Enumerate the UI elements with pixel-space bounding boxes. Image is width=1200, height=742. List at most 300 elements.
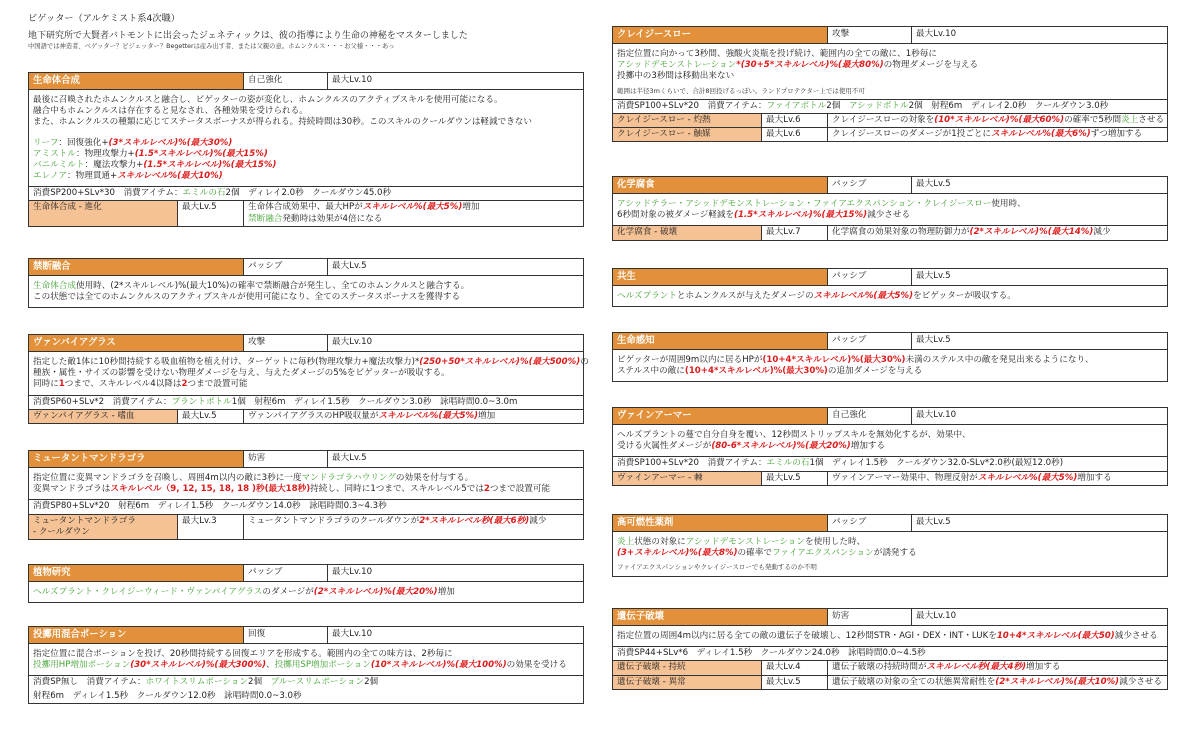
sub-skill-max-level: 最大Lv.5 bbox=[761, 676, 827, 689]
skill-box bbox=[28, 626, 584, 704]
skill-description bbox=[613, 44, 1167, 99]
effect-line bbox=[832, 677, 1163, 688]
description-line bbox=[33, 171, 579, 182]
value-highlight: (3+スキルレベル)%(最大8%) bbox=[617, 548, 738, 559]
text-run: つまで、スキルレベル4以降は bbox=[64, 379, 182, 390]
value-highlight: スキルレベル%(最大5%) bbox=[813, 291, 914, 301]
sub-skill-effect bbox=[827, 128, 1167, 141]
sub-skill-name-line: クレイジースロー - 触媒 bbox=[617, 129, 711, 140]
skill-max-level: 最大Lv.5 bbox=[911, 269, 1167, 285]
skill-name: 遺伝子破壊 bbox=[613, 609, 827, 625]
skill-description bbox=[29, 468, 583, 499]
text-run: 投擲中の3秒間は移動出来ない bbox=[617, 71, 735, 82]
skill-name: ミュータントマンドラゴラ bbox=[29, 451, 243, 467]
skill-cost-row bbox=[29, 395, 583, 409]
text-run: 消費SP80+SLv*20 射程6m ディレイ1.5秒 クールダウン14.0秒 詠唱時間0.3~4.3秒 bbox=[33, 501, 387, 512]
skill-max-level: 最大Lv.5 bbox=[327, 451, 583, 467]
description-line bbox=[33, 660, 579, 671]
skill-note: ファイアエクスパンションやクレイジースローでも発動するのか不明 bbox=[617, 563, 817, 572]
text-run: 減少させる bbox=[1119, 676, 1163, 687]
text-run: ビゲッターが周囲9m以内に居るHPが bbox=[617, 355, 763, 365]
effect-line bbox=[248, 516, 579, 527]
text-run: つまで設置可能 bbox=[489, 484, 551, 495]
skill-box bbox=[28, 450, 584, 540]
sub-skill-name-line: ヴァンパイアグラス - 嗜血 bbox=[33, 410, 135, 421]
value-highlight: 2*スキルレベル秒(最大6秒) bbox=[419, 515, 530, 526]
sub-skill-row bbox=[29, 514, 583, 539]
text-run: 6秒間対象の被ダメージ軽減を bbox=[617, 210, 735, 221]
skill-name: 禁断融合 bbox=[29, 259, 243, 275]
text-run: 指定位置に変異マンドラゴラを召喚し、周囲4m以内の敵に3秒に一度 bbox=[33, 473, 302, 483]
value-highlight: スキルレベル秒(最大4秒) bbox=[926, 662, 1027, 673]
description-line bbox=[33, 357, 589, 368]
skill-cost-row bbox=[29, 690, 583, 703]
class-note: 中国語では神造者、ベゲッター？ビジェッター？Begetterは産み出す者、または父親の意。ホムンクルス・・・お父様・・・あっ bbox=[28, 42, 395, 50]
text-run: 遺伝子破壊の対象の全ての状態異常耐性を bbox=[832, 676, 996, 687]
skill-max-level: 最大Lv.10 bbox=[911, 609, 1167, 625]
text-run: をビゲッターが吸収する。 bbox=[913, 291, 1016, 301]
skill-description bbox=[29, 582, 583, 602]
sub-skill-effect bbox=[827, 661, 1167, 674]
description-line bbox=[617, 441, 1163, 452]
value-highlight: (80-6*スキルレベル)%(最大20%) bbox=[711, 441, 851, 452]
effect-line bbox=[832, 115, 1163, 126]
skill-reference: 投擲用SP増加ポーション bbox=[274, 660, 371, 671]
text-run: 1個 ディレイ1.5秒 クールダウン32.0-SLv*2.0秒(最短12.0秒) bbox=[809, 458, 1064, 469]
text-run: 使用時、(2*スキルレベル)%(最大10%)の確率で禁断融合が発生し、全てのホムンクルスと融合する。 bbox=[75, 281, 470, 291]
effect-line bbox=[248, 214, 579, 225]
skill-description bbox=[613, 626, 1167, 646]
text-run: クレイジースローの対象を bbox=[832, 115, 935, 126]
description-line bbox=[617, 355, 1163, 366]
value-highlight: (30*スキルレベル)%(最大300%) bbox=[130, 660, 267, 671]
skill-reference: ファイアボトル bbox=[766, 100, 827, 111]
sub-skill-max-level: 最大Lv.4 bbox=[761, 661, 827, 674]
text-run: ：回復強化+ bbox=[58, 137, 109, 148]
text-run: 2個 射程6m ディレイ2.0秒 クールダウン3.0秒 bbox=[908, 100, 1109, 111]
sub-skill-max-level: 最大Lv.5 bbox=[177, 410, 243, 423]
value-highlight: (3*スキルレベル)%(最大30%) bbox=[108, 137, 233, 148]
text-run: 変異マンドラゴラは bbox=[33, 484, 111, 495]
skill-reference: バニルミルト bbox=[33, 159, 85, 170]
skill-box bbox=[28, 334, 589, 424]
text-run: とホムンクルスが与えたダメージの bbox=[676, 291, 814, 301]
value-highlight: スキルレベル（9, 12, 15, 18, 18 )秒(最大18秒) bbox=[110, 484, 311, 495]
description-line bbox=[33, 473, 579, 484]
text-run: 遺伝子破壊の持続時間が bbox=[832, 662, 927, 673]
skill-reference: リーフ bbox=[33, 137, 59, 148]
value-highlight: *(30+5*スキルレベル)%(最大80%) bbox=[736, 60, 884, 71]
description-line bbox=[33, 95, 579, 106]
sub-skill-name-line: 化学腐食 - 破壊 bbox=[617, 227, 678, 238]
skill-header bbox=[613, 609, 1167, 626]
description-line bbox=[617, 199, 1163, 210]
effect-line bbox=[832, 473, 1163, 484]
sub-skill-name bbox=[613, 676, 761, 689]
text-run: ステルス中の敵に bbox=[617, 366, 685, 377]
value-highlight: 1 bbox=[58, 379, 65, 390]
skill-reference: ヘルズプラント・クレイジーウィード・ヴァンパイアグラス bbox=[33, 587, 263, 597]
description-line bbox=[617, 210, 1163, 221]
skill-header bbox=[613, 515, 1167, 532]
description-line bbox=[33, 292, 579, 303]
value-highlight: (1.5*スキルレベル)%(最大15%) bbox=[134, 148, 268, 159]
text-run: ：物理貫通+ bbox=[67, 171, 118, 182]
skill-header bbox=[613, 269, 1167, 286]
text-run: 増加 bbox=[462, 202, 480, 213]
skill-header bbox=[29, 73, 583, 90]
text-run: この状態では全てのホムンクルスのアクティブスキルが使用可能になり、全てのステータスボーナスを獲得する bbox=[33, 292, 461, 303]
skill-cost-row bbox=[29, 499, 583, 513]
text-run: 指定位置に向かって3秒間、強酸火炎瓶を投げ続け、範囲内の全ての敵に、1秒毎に bbox=[617, 49, 937, 59]
skill-type: パッシブ bbox=[243, 565, 327, 581]
sub-skill-max-level: 最大Lv.5 bbox=[761, 472, 827, 485]
sub-skill-name bbox=[613, 226, 761, 239]
description-line bbox=[33, 149, 579, 160]
skill-reference: エミルの石 bbox=[766, 458, 810, 469]
skill-header bbox=[613, 408, 1167, 425]
text-run: 指定位置に混合ポーションを投げ、20秒間持続する回復エリアを形成する。範囲内の全ての味方は、2秒毎に bbox=[33, 649, 453, 659]
skill-reference: ヘルズプラント bbox=[617, 291, 677, 301]
skill-name: ヴァンパイアグラス bbox=[29, 335, 243, 351]
value-highlight: (250+50*スキルレベル)%(最大500%) bbox=[419, 357, 581, 367]
skill-max-level: 最大Lv.10 bbox=[327, 627, 583, 643]
text-run: 減少 bbox=[529, 515, 547, 526]
text-run: 指定した敵1体に10秒間持続する吸血植物を植え付け、ターゲットに毎秒(物理攻撃力+魔法攻撃力)* bbox=[33, 357, 420, 367]
sub-skill-row bbox=[29, 200, 583, 225]
description-line bbox=[33, 281, 579, 292]
description-line bbox=[33, 117, 579, 128]
skill-reference: マンドラゴラハウリング bbox=[301, 473, 396, 483]
sub-skill-name bbox=[29, 410, 177, 423]
text-run: ：物理攻撃力+ bbox=[75, 148, 135, 159]
skill-box bbox=[612, 176, 1168, 241]
skill-reference: 生命体合成 bbox=[33, 281, 76, 291]
class-description: 地下研究所で大賢者バトモントに出会ったジェネティックは、彼の指導により生命の神秘をマスターしました bbox=[28, 30, 468, 41]
effect-line bbox=[832, 129, 1163, 140]
value-highlight: (1.5*スキルレベル)%(最大15%) bbox=[734, 210, 868, 221]
class-title: ビゲッター（アルケミスト系4次職） bbox=[28, 13, 180, 24]
left-column bbox=[28, 0, 589, 701]
skill-type: 自己強化 bbox=[243, 73, 327, 89]
skill-type: パッシブ bbox=[827, 515, 911, 531]
value-highlight: (2*スキルレベル)%(最大20%) bbox=[313, 587, 438, 597]
sub-skill-max-level: 最大Lv.5 bbox=[177, 201, 243, 225]
sub-skill-effect bbox=[827, 226, 1167, 239]
skill-max-level: 最大Lv.5 bbox=[911, 177, 1167, 193]
skill-header bbox=[29, 627, 583, 644]
sub-skill-name bbox=[29, 515, 177, 539]
sub-skill-row bbox=[613, 675, 1167, 689]
value-highlight: (10*スキルレベル)%(最大60%) bbox=[934, 115, 1065, 126]
text-run: 消費SP60+SLv*2 消費アイテム： bbox=[33, 396, 172, 407]
sub-skill-name bbox=[29, 201, 177, 225]
text-run: 増加する bbox=[1077, 472, 1112, 483]
skill-name: 生命体合成 bbox=[29, 73, 243, 89]
text-run: 消費SP200+SLv*30 消費アイテム： bbox=[33, 188, 183, 199]
skill-type: 攻撃 bbox=[827, 27, 911, 43]
skill-description bbox=[29, 644, 583, 675]
value-highlight: スキルレベル%(最大5%) bbox=[977, 472, 1078, 483]
skill-box bbox=[612, 514, 1168, 577]
description-line bbox=[617, 49, 1163, 60]
skill-description bbox=[613, 532, 1167, 576]
sub-skill-name-line: クレイジースロー - 灼熱 bbox=[617, 115, 711, 126]
sub-skill-effect bbox=[827, 114, 1167, 127]
text-run: 射程6m ディレイ1.5秒 クールダウン12.0秒 詠唱時間0.0~3.0秒 bbox=[33, 690, 302, 701]
text-run: の bbox=[580, 357, 589, 367]
sub-skill-max-level: 最大Lv.3 bbox=[177, 515, 243, 539]
skill-max-level: 最大Lv.10 bbox=[327, 565, 583, 581]
description-line bbox=[617, 548, 1163, 559]
text-run: 化学腐食の効果対象の物理防御力が bbox=[832, 227, 970, 238]
skill-reference: 投擲用HP増加ポーション bbox=[33, 660, 131, 671]
skill-type: パッシブ bbox=[827, 269, 911, 285]
value-highlight: (1.5*スキルレベル)%(最大15%) bbox=[143, 159, 277, 170]
text-run: ：魔法攻撃力+ bbox=[84, 159, 144, 170]
text-run: 増加 bbox=[478, 410, 496, 421]
description-line bbox=[33, 160, 579, 171]
sub-skill-effect bbox=[827, 472, 1167, 485]
effect-line bbox=[248, 411, 579, 422]
sub-skill-row bbox=[613, 225, 1167, 239]
skill-box bbox=[28, 564, 584, 603]
skill-reference: ホワイトスリムポーション bbox=[145, 677, 249, 688]
text-run: 2個 bbox=[248, 677, 271, 688]
value-highlight: (2*スキルレベル)%(最大14%) bbox=[969, 227, 1094, 238]
skill-box bbox=[28, 258, 584, 308]
value-highlight: スキルレベル%(最大6%) bbox=[991, 129, 1091, 140]
skill-reference: 炎上 bbox=[1121, 115, 1139, 126]
text-run: 消費SP100+SLv*20 消費アイテム： bbox=[617, 458, 767, 469]
text-run: 、 bbox=[266, 660, 275, 671]
description-line bbox=[33, 379, 579, 390]
skill-reference: 禁断融合 bbox=[248, 213, 283, 224]
text-run: 融合中もホムンクルスは存在すると見なされ、各種効果を受けられる。 bbox=[33, 106, 308, 117]
skill-max-level: 最大Lv.10 bbox=[327, 73, 583, 89]
text-run: 2個 bbox=[826, 100, 849, 111]
skill-description bbox=[29, 352, 589, 395]
sub-skill-name bbox=[613, 114, 761, 127]
text-run: 消費SP44+SLv*6 ディレイ1.5秒 クールダウン24.0秒 詠唱時間0.0~4.5秒 bbox=[617, 648, 926, 659]
skill-name: 化学腐食 bbox=[613, 177, 827, 193]
skill-type: 妨害 bbox=[243, 451, 327, 467]
text-run: 増加 bbox=[437, 587, 455, 597]
sub-skill-effect bbox=[243, 515, 583, 539]
skill-reference: エレノア bbox=[33, 171, 68, 182]
sub-skill-row bbox=[613, 471, 1167, 485]
description-line bbox=[33, 649, 579, 660]
skill-reference: アシッドボトル bbox=[848, 100, 909, 111]
sub-skill-effect bbox=[827, 676, 1167, 689]
skill-name: ヴァインアーマー bbox=[613, 408, 827, 424]
value-highlight: (10+4*スキルレベル)%(最大30%) bbox=[762, 355, 906, 365]
skill-name: 植物研究 bbox=[29, 565, 243, 581]
text-run: の確率で bbox=[737, 548, 772, 559]
text-run: 消費SP100+SLv*20 消費アイテム： bbox=[617, 100, 767, 111]
sub-skill-name bbox=[613, 128, 761, 141]
text-run: 2個 ディレイ2.0秒 クールダウン45.0秒 bbox=[225, 188, 392, 199]
sub-skill-max-level: 最大Lv.6 bbox=[761, 128, 827, 141]
description-line bbox=[33, 484, 579, 495]
skill-type: 自己強化 bbox=[827, 408, 911, 424]
sub-skill-name-line: - クールダウン bbox=[33, 526, 90, 537]
text-run: 増加する bbox=[850, 441, 886, 452]
skill-reference: エミルの石 bbox=[182, 188, 226, 199]
skill-reference: 炎上 bbox=[617, 537, 635, 547]
skill-reference: アシッドデモンストレーション bbox=[617, 60, 737, 71]
skill-name: 高可燃性薬剤 bbox=[613, 515, 827, 531]
text-run: 2個 bbox=[364, 677, 379, 688]
text-run: の追加ダメージを与える bbox=[827, 366, 923, 377]
skill-reference: プラントボトル bbox=[171, 396, 232, 407]
text-run: 状態の対象に bbox=[634, 537, 686, 547]
skill-description bbox=[613, 194, 1167, 225]
skill-max-level: 最大Lv.10 bbox=[911, 27, 1167, 43]
sub-skill-row bbox=[29, 409, 583, 423]
text-run: 持続し、同時に1つまで、スキルレベル5では bbox=[310, 484, 484, 495]
value-highlight: (10+4*スキルレベル)%(最大30%) bbox=[684, 366, 828, 377]
description-line bbox=[33, 106, 579, 117]
value-highlight: 10+4*スキルレベル(最大50) bbox=[996, 631, 1115, 641]
skill-reference: アミストル bbox=[33, 148, 76, 159]
skill-max-level: 最大Lv.5 bbox=[327, 259, 583, 275]
class-intro bbox=[28, 0, 584, 73]
text-run: 種族・属性・サイズの影響を受けない物理ダメージを与え、与えたダメージの5%をビゲッターが吸収する。 bbox=[33, 368, 450, 379]
text-run: また、ホムンクルスの種類に応じてステータスボーナスが得られる。持続時間は30秒。このスキルのクールダウンは軽減できない bbox=[33, 117, 532, 128]
skill-type: パッシブ bbox=[827, 177, 911, 193]
text-run: の効果を受ける bbox=[506, 660, 567, 671]
skill-reference: ブルースリムポーション bbox=[270, 677, 365, 688]
text-run: が誘発する bbox=[873, 548, 917, 559]
text-run: つまで設置可能 bbox=[187, 379, 248, 390]
skill-name: 投擲用混合ポーション bbox=[29, 627, 243, 643]
skill-max-level: 最大Lv.10 bbox=[327, 335, 583, 351]
skill-reference: アシッドテラー・アシッドデモンストレーション・ファイアエクスパンション・クレイジースロー bbox=[617, 199, 992, 209]
skill-description bbox=[29, 90, 583, 186]
text-run: の効果を付与する。 bbox=[395, 473, 474, 483]
text-run: 指定位置の周囲4m以内に居る全ての敵の遺伝子を破壊し、12秒間STR・AGI・DEX・INT・LUKを bbox=[617, 631, 997, 641]
text-run: ヴァインアーマー効果中、物理反射が bbox=[832, 472, 978, 483]
skill-name: 共生 bbox=[613, 269, 827, 285]
effect-line bbox=[248, 202, 579, 213]
sub-skill-name bbox=[613, 472, 761, 485]
text-run: 増加する bbox=[1026, 662, 1061, 673]
description-line bbox=[33, 587, 579, 598]
skill-description bbox=[613, 286, 1167, 306]
description-line bbox=[617, 631, 1163, 642]
skill-header bbox=[613, 27, 1167, 44]
value-highlight: 2 bbox=[483, 484, 490, 495]
spacer bbox=[33, 129, 579, 138]
text-run: の物理ダメージを与える bbox=[883, 60, 979, 71]
skill-max-level: 最大Lv.10 bbox=[911, 408, 1167, 424]
value-highlight: (10*スキルレベル)%(最大100%) bbox=[370, 660, 507, 671]
effect-line bbox=[832, 227, 1163, 238]
skill-cost-row bbox=[613, 456, 1167, 470]
description-line bbox=[617, 537, 1163, 548]
text-run: 生命体合成効果中、最大HPが bbox=[248, 202, 363, 213]
sub-skill-name-line: 遺伝子破壊 - 異常 bbox=[617, 676, 686, 687]
text-run: を使用した時、 bbox=[804, 537, 866, 547]
skill-description bbox=[613, 425, 1167, 456]
skill-box bbox=[612, 268, 1168, 307]
description-line bbox=[617, 71, 1163, 82]
sub-skill-name-line: ヴァインアーマー - 棘 bbox=[617, 472, 703, 483]
description-line bbox=[33, 138, 579, 149]
text-run: のダメージが bbox=[262, 587, 314, 597]
skill-type: パッシブ bbox=[827, 333, 911, 349]
text-run: 消費SP無し 消費アイテム： bbox=[33, 677, 146, 688]
value-highlight: スキルレベル%(最大5%) bbox=[378, 410, 479, 421]
skill-name: クレイジースロー bbox=[613, 27, 827, 43]
skill-type: 攻撃 bbox=[243, 335, 327, 351]
sub-skill-name-line: 遺伝子破壊 - 持続 bbox=[617, 662, 686, 673]
sub-skill-effect bbox=[243, 410, 583, 423]
description-line bbox=[617, 60, 1163, 71]
description-line bbox=[617, 366, 1163, 377]
text-run: ヴァンパイアグラスのHP吸収量が bbox=[248, 410, 379, 421]
skill-reference: アシッドデモンストレーション bbox=[685, 537, 805, 547]
sub-skill-row bbox=[613, 127, 1167, 141]
skill-box bbox=[28, 72, 584, 227]
effect-line bbox=[832, 662, 1163, 673]
value-highlight: スキルレベル%(最大10%) bbox=[117, 171, 223, 182]
text-run: 減少させる bbox=[867, 210, 911, 221]
text-run: させる bbox=[1138, 115, 1165, 126]
value-highlight: スキルレベル%(最大5%) bbox=[362, 202, 463, 213]
skill-max-level: 最大Lv.5 bbox=[911, 333, 1167, 349]
skill-header bbox=[613, 177, 1167, 194]
skill-header bbox=[29, 451, 583, 468]
sub-skill-name bbox=[613, 661, 761, 674]
description-line bbox=[617, 291, 1163, 302]
skill-cost-row bbox=[613, 646, 1167, 660]
sub-skill-row bbox=[613, 660, 1167, 674]
text-run: ヘルズプラントの蔓で自分自身を覆い、12秒間ストリップスキルを無効化するが、効果中、 bbox=[617, 430, 971, 440]
text-run: の確率で5秒間 bbox=[1064, 115, 1122, 126]
skill-note: 範囲は半径3mくらいで、合計8回投げるっぽい。ランドプロテクター上では使用不可 bbox=[617, 86, 865, 95]
text-run: 受ける火属性ダメージが bbox=[617, 441, 712, 452]
skill-description bbox=[29, 276, 583, 307]
skill-type: 妨害 bbox=[827, 609, 911, 625]
skill-name: 生命感知 bbox=[613, 333, 827, 349]
skill-type: パッシブ bbox=[243, 259, 327, 275]
description-line bbox=[617, 430, 1163, 441]
skill-box bbox=[612, 608, 1168, 690]
sub-skill-max-level: 最大Lv.7 bbox=[761, 226, 827, 239]
skill-cost-row bbox=[29, 675, 583, 689]
skill-header bbox=[29, 335, 583, 352]
text-run: 減少 bbox=[1093, 227, 1111, 238]
sub-skill-max-level: 最大Lv.6 bbox=[761, 114, 827, 127]
sub-skill-name-line: ミュータントマンドラゴラ bbox=[33, 515, 136, 526]
value-highlight: 2 bbox=[181, 379, 188, 390]
text-run: 使用時、 bbox=[991, 199, 1026, 209]
text-run: 最後に召喚されたホムンクルスと融合し、ビゲッターの姿が変化し、ホムンクルスのアクティブスキルを使用可能になる。 bbox=[33, 95, 503, 105]
text-run: 未満のステルス中の敵を発見出来るようになり、 bbox=[905, 355, 1094, 365]
skill-reference: ファイアエクスパンション bbox=[771, 548, 874, 559]
description-line bbox=[33, 368, 579, 379]
skill-max-level: 最大Lv.5 bbox=[911, 515, 1167, 531]
text-run: ミュータントマンドラゴラのクールダウンが bbox=[248, 515, 420, 526]
sub-skill-effect bbox=[243, 201, 583, 225]
skill-description bbox=[613, 350, 1167, 381]
text-run: 発動時は効果が4倍になる bbox=[282, 213, 383, 224]
text-run: 1個 射程6m ディレイ1.5秒 クールダウン3.0秒 詠唱時間0.0~3.0m bbox=[231, 396, 518, 407]
value-highlight: (2*スキルレベル)%(最大10%) bbox=[995, 676, 1120, 687]
text-run: クレイジースローのダメージが1投ごとに bbox=[832, 129, 992, 140]
